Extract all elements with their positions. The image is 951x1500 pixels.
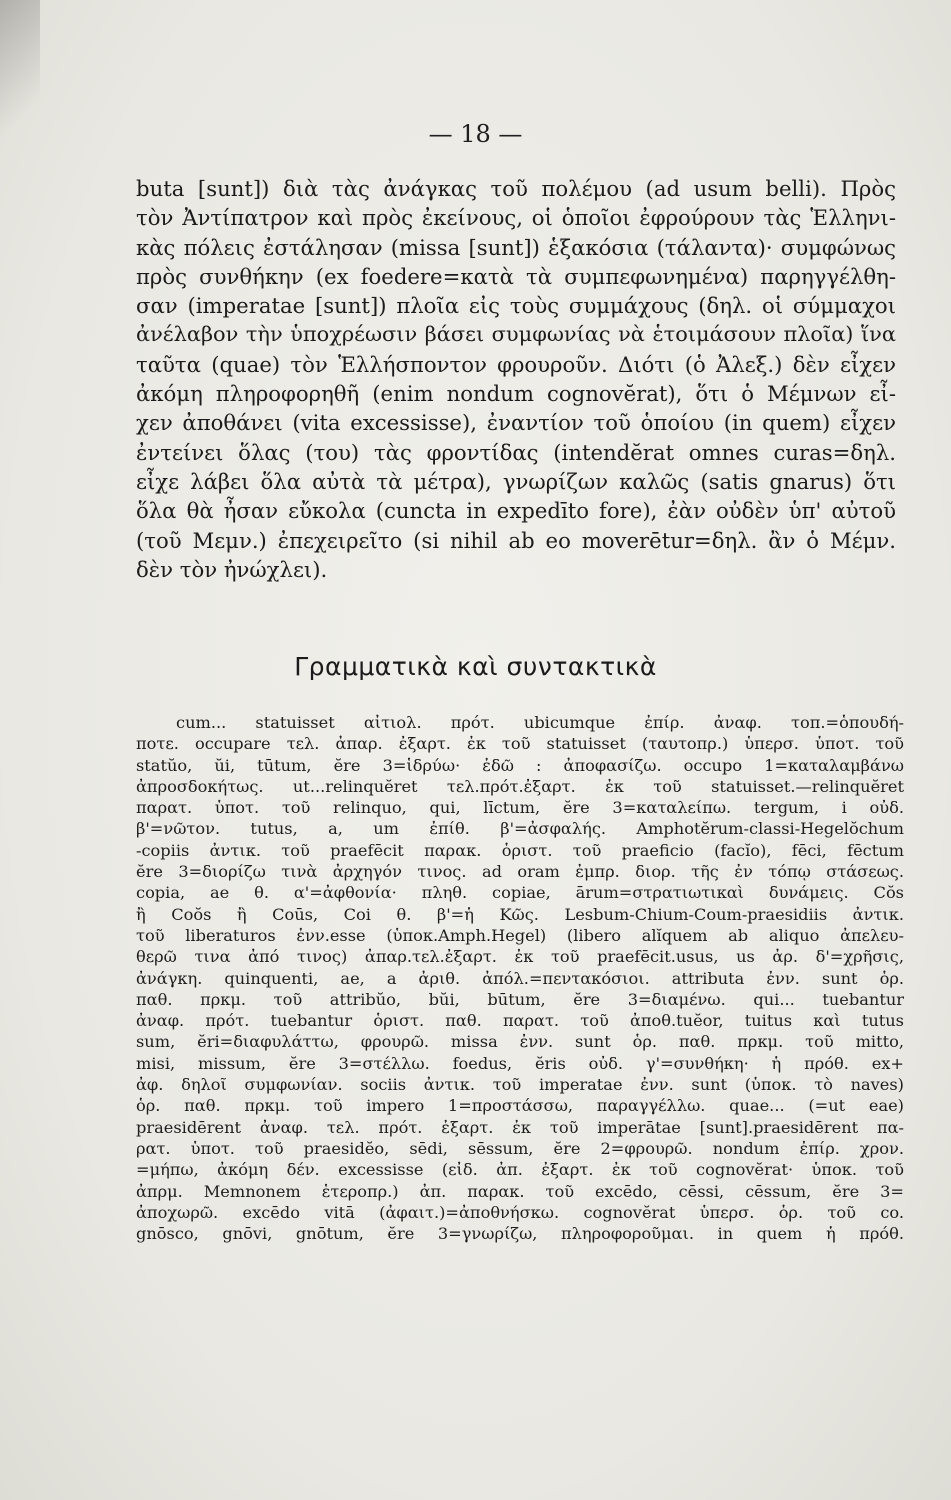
text-line: (τοῦ Μεμν.) ἐπεχειρεῖτο (si nihil ab eo moverētur=δηλ. ἂν ὁ Μέμν. (136, 527, 896, 553)
note-line: cum... statuisset αἰτιολ. πρότ. ubicumque ἐπίρ. ἀναφ. τοπ.=ὁπουδή- (176, 713, 904, 732)
text-line: κὰς πόλεις ἐστάλησαν (missa [sunt]) ἑξακόσια (τάλαντα)· συμφώνως (136, 234, 896, 260)
note-line: τοῦ liberaturos ἐνν.esse (ὑποκ.Amph.Hegel) (libero alĭquem ab aliquo ἀπελευ- (136, 925, 904, 945)
note-line: ĕre 3=διορίζω τινὰ ἀρχηγόν τινος. ad oram ἐμπρ. διορ. τῆς ἐν τόπῳ στάσεως. (136, 862, 904, 882)
note-line: ἀποχωρῶ. excēdo vitā (ἀφαιτ.)=ἀποθνήσκω. cognovĕrat ὑπερσ. ὁρ. τοῦ co. (136, 1202, 904, 1222)
section-heading: Γραμματικὰ καὶ συντακτικὰ (294, 652, 657, 681)
note-line: ἀνάγκη. quinquenti, ae, a ἀριθ. ἀπόλ.=πεντακόσιοι. attributa ἐνν. sunt ὁρ. (136, 968, 904, 988)
note-line: ἀναφ. πρότ. tuebantur ὁριστ. παθ. παρατ. τοῦ ἀποθ.tuĕor, tuitus καὶ tutus (136, 1011, 904, 1031)
text-line: δὲν τὸν ἠνώχλει). (136, 556, 328, 582)
note-line: θερῶ τινα ἀπό τινος) ἀπαρ.τελ.ἐξαρτ. ἐκ τοῦ praefēcit.usus, us ἀρ. δ'=χρῆσις, (136, 947, 904, 967)
note-line: gnōsco, gnōvi, gnōtum, ĕre 3=γνωρίζω, πληροφοροῦμαι. in quem ἡ πρόθ. (136, 1224, 904, 1244)
note-line: =μήπω, ἀκόμη δέν. excessisse (εἰδ. ἀπ. ἐξαρτ. ἐκ τοῦ cognovĕrat· ὑποκ. τοῦ (136, 1160, 904, 1180)
note-line: ἢ Coŏs ἢ Coūs, Coi θ. β'=ἡ Κῶς. Lesbum-Chium-Coum-praesidiis ἀντικ. (136, 904, 904, 924)
text-line: ἀνέλαβον τὴν ὑποχρέωσιν βάσει συμφωνίας νὰ ἑτοιμάσουν πλοῖα) ἵνα (136, 322, 896, 347)
text-line: ὅλα θὰ ἦσαν εὔκολα (cuncta in expedīto fore), ἐὰν οὐδὲν ὑπ' αὐτοῦ (136, 498, 896, 524)
note-line: ἀπρμ. Memnonem ἑτεροπρ.) ἀπ. παρακ. τοῦ excēdo, cēssi, cēssum, ĕre 3= (136, 1181, 904, 1201)
text-line: ταῦτα (quae) τὸν Ἑλλήσποντον φρουροῦν. Διότι (ὁ Ἀλεξ.) δὲν εἶχεν (136, 351, 896, 377)
text-line: τὸν Ἀντίπατρον καὶ πρὸς ἐκείνους, οἱ ὁποῖοι ἐφρούρουν τὰς Ἑλληνι- (136, 205, 896, 231)
note-line: sum, ĕri=διαφυλάττω, φρουρῶ. missa ἐνν. sunt ὁρ. παθ. πρκμ. τοῦ mitto, (136, 1032, 904, 1052)
note-line: statŭo, ŭi, tūtum, ĕre 3=ἱδρύω· ἐδῶ : ἀποφασίζω. occupo 1=καταλαμβάνω (136, 755, 904, 775)
text-line: buta [sunt]) διὰ τὰς ἀνάγκας τοῦ πολέμου (ad usum belli). Πρὸς (136, 176, 896, 201)
note-line: ὁρ. παθ. πρκμ. τοῦ impero 1=προστάσσω, παραγγέλλω. quae... (=ut eae) (136, 1096, 904, 1116)
text-line: πρὸς συνθήκην (ex foedere=κατὰ τὰ συμπεφωνημένα) παρηγγέλθη- (136, 263, 896, 289)
note-line: ἀφ. δηλοῖ συμφωνίαν. sociis ἀντικ. τοῦ imperatae ἐνν. sunt (ὑποκ. τὸ naves) (136, 1075, 904, 1095)
text-line: ἀκόμη πληροφορηθῆ (enim nondum cognovĕrat), ὅτι ὁ Μέμνων εἶ- (136, 381, 896, 407)
note-line: παρατ. ὑποτ. τοῦ relinquo, qui, līctum, ĕre 3=καταλείπω. tergum, i οὐδ. (136, 798, 904, 818)
text-line: ἐντείνει ὅλας (του) τὰς φροντίδας (intendĕrat omnes curas=δηλ. (136, 439, 896, 465)
page-number: — 18 — (428, 120, 523, 148)
note-line: -copiis ἀντικ. τοῦ praefēcit παρακ. ὁριστ. τοῦ praeficio (facĭo), fēci, fēctum (136, 840, 904, 860)
note-line: ποτε. occupare τελ. ἀπαρ. ἐξαρτ. ἐκ τοῦ statuisset (ταυτοπρ.) ὑπερσ. ὑποτ. τοῦ (136, 734, 904, 754)
main-text (136, 174, 896, 584)
note-line: β'=νῶτον. tutus, a, um ἐπίθ. β'=ἀσφαλής. Amphotĕrum-classi-Hegelŏchum (136, 819, 904, 839)
note-line: ρατ. ὑποτ. τοῦ praesidĕo, sēdi, sēssum, ĕre 2=φρουρῶ. nondum ἐπίρ. χρον. (136, 1138, 904, 1158)
note-line: misi, missum, ĕre 3=στέλλω. foedus, ĕris οὐδ. γ'=συνθήκη· ἡ πρόθ. ex+ (136, 1053, 904, 1073)
note-line: παθ. πρκμ. τοῦ attribŭo, bŭi, būtum, ĕre 3=διαμένω. qui... tuebantur (136, 989, 904, 1009)
note-line: copia, ae θ. α'=ἀφθονία· πληθ. copiae, ārum=στρατιωτικαὶ δυνάμεις. Cŏs (136, 883, 904, 903)
grammar-notes (136, 712, 904, 1244)
text-line: χεν ἀποθάνει (vita excessisse), ἐναντίον τοῦ ὁποίου (in quem) εἶχεν (136, 410, 896, 436)
text-line: σαν (imperatae [sunt]) πλοῖα εἰς τοὺς συμμάχους (δηλ. οἱ σύμμαχοι (136, 293, 896, 319)
text-line: εἶχε λάβει ὅλα αὐτὰ τὰ μέτρα), γνωρίζων καλῶς (satis gnarus) ὅτι (136, 468, 896, 494)
note-line: praesidērent ἀναφ. τελ. πρότ. ἐξαρτ. ἐκ τοῦ imperātae [sunt].praesidērent πα- (136, 1117, 904, 1137)
note-line: ἀπροσδοκήτως. ut...relinquĕret τελ.πρότ.ἐξαρτ. ἐκ τοῦ statuisset.—relinquĕret (136, 776, 904, 796)
